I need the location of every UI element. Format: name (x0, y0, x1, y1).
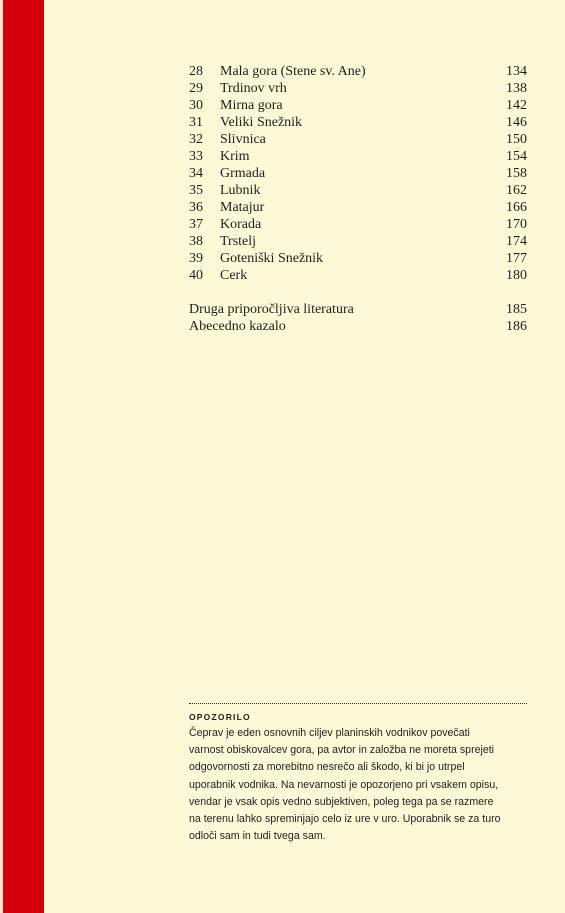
toc-chapter-title: Veliki Snežnik (220, 115, 303, 130)
table-of-contents (189, 63, 527, 335)
toc-chapter-number: 34 (189, 166, 203, 181)
toc-chapter-number: 30 (189, 98, 203, 113)
toc-row (189, 267, 527, 284)
toc-row (189, 318, 527, 335)
toc-row (189, 301, 527, 318)
toc-chapter-number: 40 (189, 268, 203, 283)
toc-chapter-title: Trdinov vrh (220, 81, 287, 96)
red-spine-strip (3, 0, 44, 913)
toc-page-number: 174 (506, 234, 527, 249)
toc-chapter-title: Mirna gora (220, 98, 283, 113)
toc-chapter-number: 36 (189, 200, 203, 215)
toc-row (189, 250, 527, 267)
toc-row (189, 182, 527, 199)
toc-chapter-title: Cerk (220, 268, 248, 283)
toc-row (189, 148, 527, 165)
toc-page-number: 150 (506, 132, 527, 147)
toc-chapter-number: 38 (189, 234, 203, 249)
toc-entries (189, 63, 527, 284)
toc-chapter-title: Goteniški Snežnik (220, 251, 324, 266)
toc-chapter-number: 35 (189, 183, 203, 198)
toc-chapter-number: 28 (189, 64, 203, 79)
warning-text: Čeprav je eden osnovnih ciljev planinskih vodnikov povečati varnost obiskovalcev gora, pa avtor in založba ne moreta sprejeti odgovornosti za morebitno nesrečo ali škodo, ki bi jo utrpel uporabnik vodnika. Na nevarnosti je opozorjeno pri vsakem opisu, vendar je vsak opis vedno subjektiven, poleg tega pa se razmere na terenu lahko spreminjajo celo iz ure v uro. Uporabnik se za turo odloči sam in tudi tvega sam. (189, 727, 501, 843)
warning-heading: OPOZORILO (189, 712, 251, 722)
toc-row (189, 216, 527, 233)
toc-row (189, 63, 527, 80)
toc-page-number: 186 (506, 319, 527, 334)
toc-chapter-number: 39 (189, 251, 203, 266)
toc-page-number: 134 (506, 64, 527, 79)
toc-page-number: 162 (506, 183, 527, 198)
dotted-divider (189, 703, 527, 704)
toc-chapter-title: Slivnica (220, 132, 266, 147)
toc-page-number: 158 (506, 166, 527, 181)
toc-row (189, 131, 527, 148)
toc-page-number: 170 (506, 217, 527, 232)
toc-page-number: 142 (506, 98, 527, 113)
toc-chapter-number: 33 (189, 149, 203, 164)
toc-chapter-number: 31 (189, 115, 203, 130)
toc-row (189, 97, 527, 114)
toc-row (189, 233, 527, 250)
toc-chapter-number: 29 (189, 81, 203, 96)
toc-chapter-title: Trstelj (220, 234, 257, 249)
toc-row (189, 165, 527, 182)
toc-page-number: 177 (506, 251, 527, 266)
warning-box (189, 703, 527, 845)
toc-chapter-title: Krim (220, 149, 250, 164)
toc-chapter-title: Korada (220, 217, 262, 232)
toc-chapter-number: 32 (189, 132, 203, 147)
toc-chapter-title: Mala gora (Stene sv. Ane) (220, 64, 366, 79)
toc-page-number: 185 (506, 302, 527, 317)
toc-row (189, 199, 527, 216)
toc-row (189, 80, 527, 97)
toc-chapter-title: Abecedno kazalo (189, 319, 286, 334)
toc-gap (189, 284, 527, 301)
toc-extra-entries (189, 301, 527, 335)
toc-chapter-number: 37 (189, 217, 203, 232)
toc-page-number: 146 (506, 115, 527, 130)
toc-chapter-title: Lubnik (220, 183, 261, 198)
toc-chapter-title: Druga priporočljiva literatura (189, 302, 354, 317)
toc-page-number: 138 (506, 81, 527, 96)
toc-row (189, 114, 527, 131)
toc-page-number: 180 (506, 268, 527, 283)
toc-chapter-title: Matajur (220, 200, 265, 215)
toc-chapter-title: Grmada (220, 166, 266, 181)
toc-page-number: 166 (506, 200, 527, 215)
toc-page-number: 154 (506, 149, 527, 164)
